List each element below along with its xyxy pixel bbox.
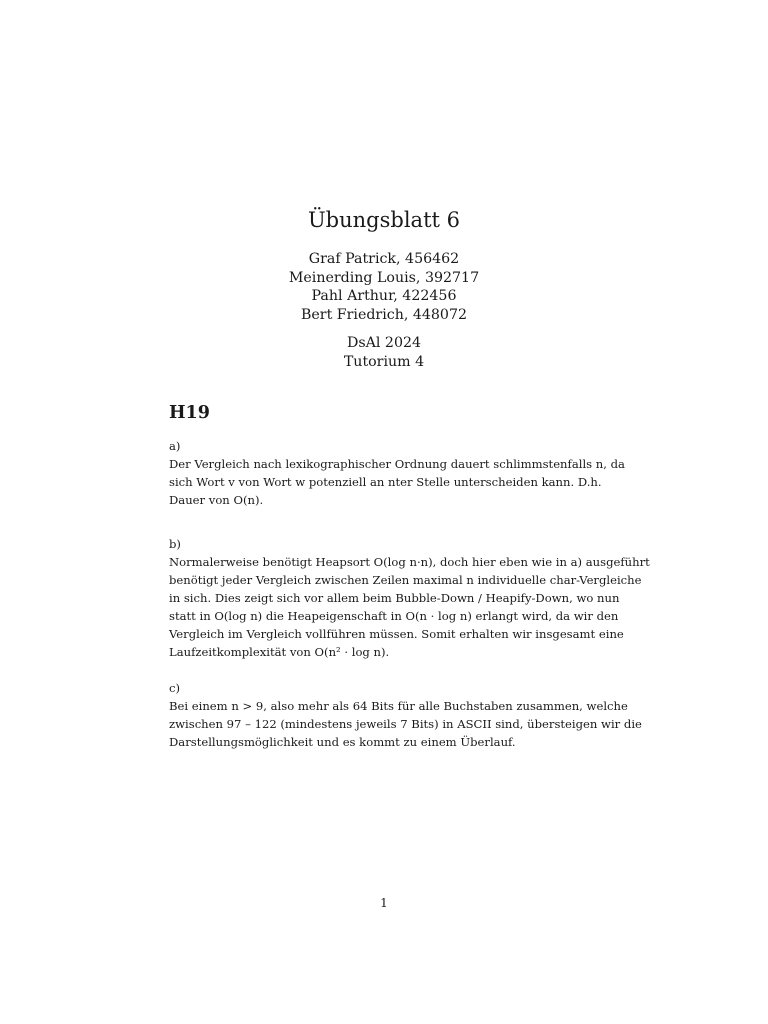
document-title: Übungsblatt 6 xyxy=(307,208,460,232)
text-line: Vergleich im Vergleich vollführen müssen. Somit erhalten wir insgesamt eine xyxy=(169,627,624,641)
answer-label: c) xyxy=(169,681,181,695)
author-list xyxy=(0,250,768,324)
answer-c xyxy=(169,679,642,751)
text-line: Laufzeitkomplexität von O(n² · log n). xyxy=(169,645,390,659)
section-heading: H19 xyxy=(169,403,210,423)
course-name: DsAl 2024 xyxy=(346,335,422,351)
author-line: Pahl Arthur, 422456 xyxy=(311,288,457,304)
text-line: in sich. Dies zeigt sich vor allem beim Bubble-Down / Heapify-Down, wo nun xyxy=(169,591,620,605)
answer-a xyxy=(169,437,625,509)
text-line: Bei einem n > 9, also mehr als 64 Bits für alle Buchstaben zusammen, welche xyxy=(169,699,628,713)
text-line: Dauer von O(n). xyxy=(169,493,264,507)
text-line: Der Vergleich nach lexikographischer Ordnung dauert schlimmstenfalls n, da xyxy=(169,457,625,471)
text-line: Darstellungsmöglichkeit und es kommt zu einem Überlauf. xyxy=(169,735,516,749)
answer-text xyxy=(169,697,642,751)
answer-text xyxy=(169,553,650,661)
author-line: Graf Patrick, 456462 xyxy=(308,251,460,267)
text-line: Normalerweise benötigt Heapsort O(log n·n), doch hier eben wie in a) ausgeführt xyxy=(169,555,650,569)
page-number: 1 xyxy=(380,896,388,910)
text-line: benötigt jeder Vergleich zwischen Zeilen maximal n individuelle char-Vergleiche xyxy=(169,573,642,587)
answer-text xyxy=(169,455,625,509)
answer-label: a) xyxy=(169,439,181,453)
answer-label: b) xyxy=(169,537,181,551)
course-info xyxy=(0,334,768,371)
text-line: zwischen 97 – 122 (mindestens jeweils 7 Bits) in ASCII sind, übersteigen wir die xyxy=(169,717,642,731)
author-line: Meinerding Louis, 392717 xyxy=(288,269,480,286)
author-line: Bert Friedrich, 448072 xyxy=(300,306,468,323)
tutorial-name: Tutorium 4 xyxy=(343,353,425,370)
text-line: statt in O(log n) die Heapeigenschaft in O(n · log n) erlangt wird, da wir den xyxy=(169,609,619,623)
answer-b xyxy=(169,535,650,661)
text-line: sich Wort v von Wort w potenziell an nter Stelle unterscheiden kann. D.h. xyxy=(169,475,602,489)
